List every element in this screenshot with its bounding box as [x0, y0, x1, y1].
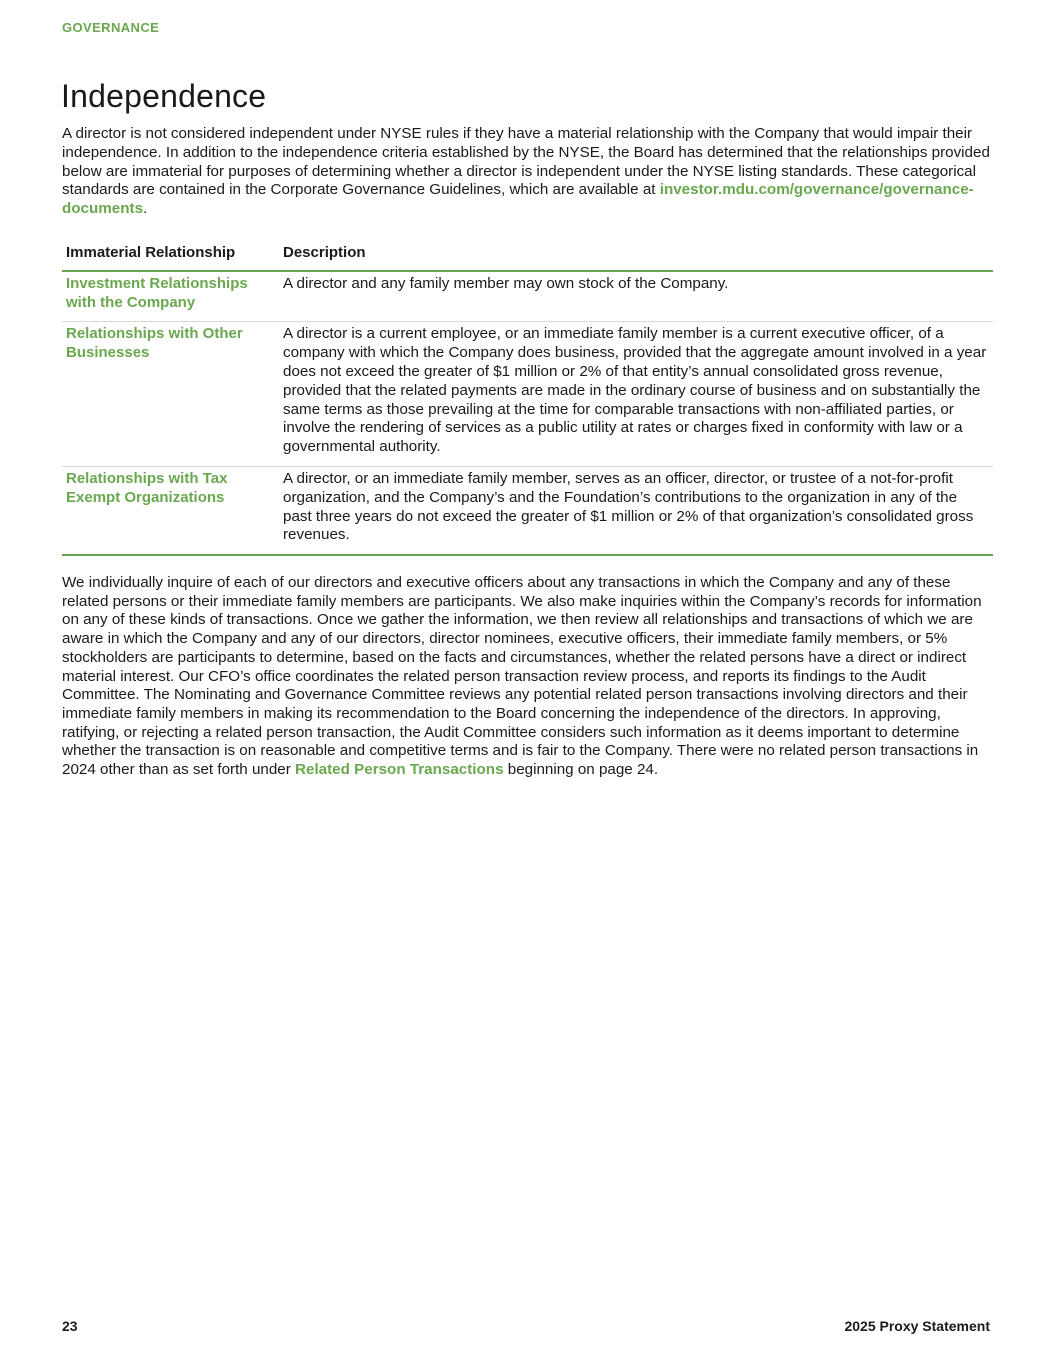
relationship-description: A director and any family member may own stock of the Company. [279, 271, 993, 322]
section-label: GOVERNANCE [62, 20, 160, 35]
page-title: Independence [61, 78, 267, 114]
immaterial-relationships-table [62, 240, 993, 556]
intro-end: . [143, 200, 148, 218]
column-header-relationship: Immaterial Relationship [62, 240, 279, 271]
relationship-name: Relationships with Other Businesses [62, 322, 279, 467]
table-row [62, 271, 993, 322]
table-row [62, 466, 993, 555]
column-header-description: Description [279, 240, 993, 271]
relationship-name: Investment Relationships with the Company [62, 271, 279, 322]
relationship-name: Relationships with Tax Exempt Organizations [62, 466, 279, 555]
relationship-description: A director is a current employee, or an immediate family member is a current executive officer, of a company with which the Company does business, provided that the aggregate amount involved in a year does not exceed the greater of $1 million or 2% of that entity’s annual consolidated gross revenue, provided that the related payments are made in the ordinary course of business and on substantially the same terms as those prevailing at the time for comparable transactions with non-affiliated parties, or involve the rendering of services as a public utility at rates or charges fixed in conformity with law or a governmental authority. [279, 322, 993, 467]
governance-documents-link[interactable]: investor.mdu.com/governance/governance-documents [62, 181, 974, 218]
body-text: We individually inquire of each of our directors and executive officers about any transactions in which the Company and any of these related persons or their immediate family members are participants. We also make inquiries within the Company’s records for information on any of these kinds of transactions. Once we gather the information, we then review all relationships and transactions of which we are aware in which the Company and any of our directors, director nominees, executive officers, their immediate family members, or 5% stockholders are participants to determine, based on the facts and circumstances, whether the related persons have a direct or indirect material interest. Our CFO’s office coordinates the related person transaction review process, and reports its findings to the Audit Committee. The Nominating and Governance Committee reviews any potential related person transactions involving directors and their immediate family members in making its recommendation to the Board concerning the independence of the directors. In approving, ratifying, or rejecting a related person transaction, the Audit Committee considers such information as it deems important to determine whether the transaction is on reasonable and competitive terms and is fair to the Company. There were no related person transactions in 2024 other than as set forth under [62, 574, 982, 779]
page-number: 23 [62, 1318, 78, 1334]
table-header-row [62, 240, 993, 271]
document-title: 2025 Proxy Statement [844, 1318, 990, 1334]
relationship-description: A director, or an immediate family member, serves as an officer, director, or trustee of a not-for-profit organization, and the Company’s and the Foundation’s contributions to the organization in any of the past three years do not exceed the greater of $1 million or 2% of that organization’s consolidated gross revenues. [279, 466, 993, 555]
body-end: beginning on page 24. [503, 761, 659, 779]
related-person-transactions-link[interactable]: Related Person Transactions [295, 761, 504, 779]
intro-paragraph [62, 125, 994, 219]
table-row [62, 322, 993, 467]
related-person-paragraph [62, 574, 994, 780]
intro-text: A director is not considered independent under NYSE rules if they have a material relationship with the Company that would impair their independence. In addition to the independence criteria established by the NYSE, the Board has determined that the relationships provided below are immaterial for purposes of determining whether a director is independent under the NYSE listing standards. These categorical standards are contained in the Corporate Governance Guidelines, which are available at [62, 125, 990, 199]
